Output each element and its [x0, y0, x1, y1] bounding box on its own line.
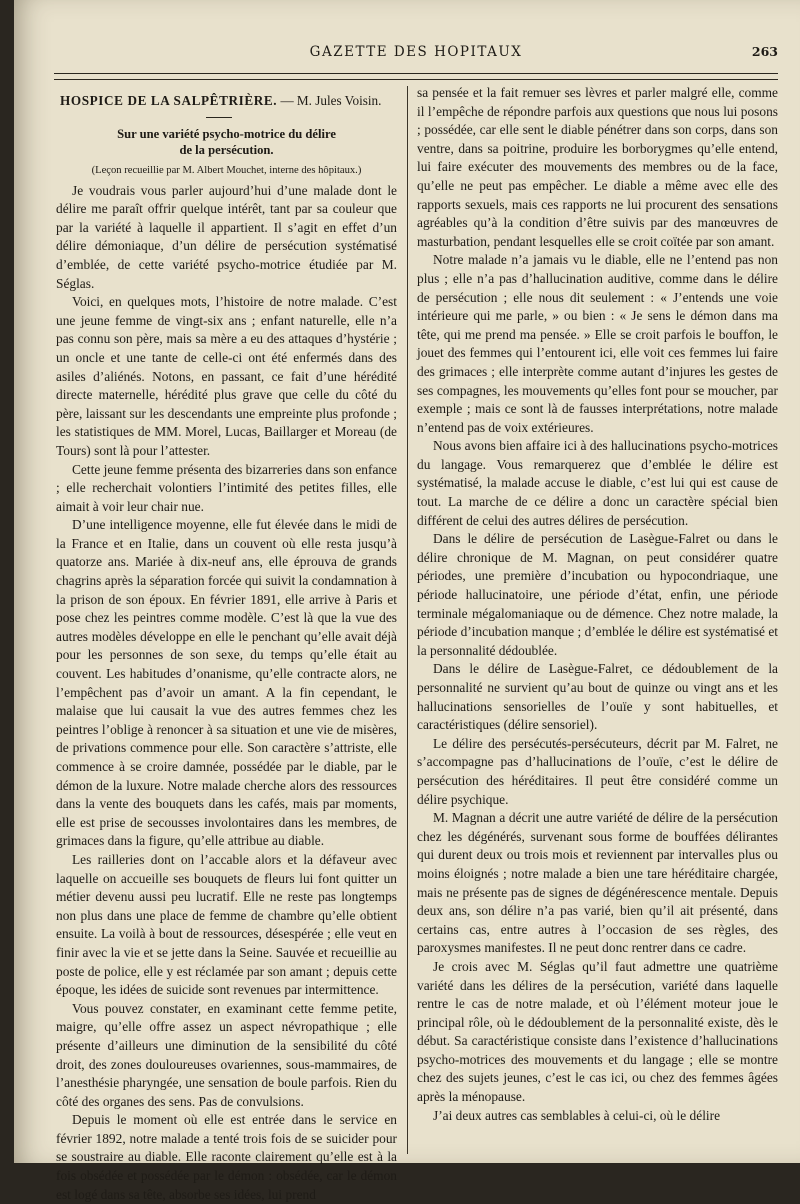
paragraph: Dans le délire de Lasègue-Falret, ce dédoublement de la personnalité ne survient qu’au bout de quinze ou vingt ans et les hallucinations sensorielles de l’ouïe y sont habituelles, et caractéristiques (délire sensoriel). [417, 661, 778, 733]
lecture-note: (Leçon recueillie par M. Albert Mouchet, interne des hôpitaux.) [91, 164, 362, 176]
header-rule-top [54, 73, 778, 74]
right-column [417, 84, 778, 1125]
paragraph: Le délire des persécutés-persécuteurs, décrit par M. Falret, ne s’accompagne pas d’hallucinations de l’ouïe, c’est le délire de persécution des héréditaires. Il peut être considéré comme un délire psychique. [417, 735, 778, 807]
article-title [56, 126, 397, 158]
column-divider [407, 86, 408, 1154]
paragraph: Je crois avec M. Séglas qu’il faut admettre une quatrième variété dans les délires de la persécution, variété dans laquelle rentre le cas de notre malade, et où l’élément moteur joue le principal rôle, où le dédoublement de la personnalité existe, dès le début. Sa caractéristique consiste dans l’existence d’hallucinations psycho-motrices des mouvements et du langage ; elle se montre chez des sujets jeunes, c’est le cas ici, ou chez des femmes âgées après la ménopause. [417, 958, 778, 1105]
section-heading [60, 92, 397, 111]
author-name: — M. Jules Voisin. [280, 93, 382, 108]
paragraph: Nous avons bien affaire ici à des hallucinations psycho-motrices du langage. Vous remarquerez que d’emblée le délire est systématisé, la malade accuse le diable, c’est lui qui est cause de tout. La marche de ce délire a donc un caractère spécial bien différent de celui des autres délires de persécution. [417, 438, 778, 528]
paragraph: J’ai deux autres cas semblables à celui-ci, où le délire [433, 1107, 721, 1123]
newspaper-page [14, 0, 800, 1202]
header-rule-bottom [54, 79, 778, 80]
hospital-name: HOSPICE DE LA SALPÊTRIÈRE. [60, 93, 278, 108]
paragraph: Je voudrais vous parler aujourd’hui d’une malade dont le délire me paraît offrir quelque intérêt, tant par sa couleur que par la variété à laquelle il appartient. Il s’agit en effet d’un délire démoniaque, d’un délire de persécution systématisé d’emblée, de cette variété psycho-motrice étudiée par M. Séglas. [56, 182, 397, 291]
paragraph: sa pensée et la fait remuer ses lèvres et parler malgré elle, comme il l’empêche de répondre parfois aux questions que nous lui posons ; possédée, car elle sent le diable pénétrer dans son corps, dans son ventre, dans sa poitrine, produire les borborygmes qu’elle entend, lui faire exécuter des mouvements des membres ou de la face, qu’elle ne peut pas empêcher. Le diable a même avec elle des rapports sexuels, mais ces rapports ne lui procurent des sensations agréables qu’à la condition d’être suivis par des manœuvres de masturbation, pendant lesquelles elle se croit coïtée par son amant. [417, 85, 778, 249]
paragraph: Voici, en quelques mots, l’histoire de notre malade. C’est une jeune femme de vingt-six ans ; enfant naturelle, elle n’a pas connu son père, mais sa mère a eu des attaques d’hystérie ; un oncle et une tante de celle-ci ont été enfermés dans des asiles d’aliénés. Notons, en passant, ce fait d’une hérédité directe maternelle, hérédité plus grave que celle du côté du père, laissant sur les descendants une empreinte plus profonde ; les statistiques de MM. Morel, Lucas, Baillarger et Moreau (de Tours) sont là pour l’attester. [56, 294, 397, 458]
heading-rule [206, 117, 232, 118]
page-number: 263 [751, 44, 778, 59]
article-title-line-2: de la persécution. [179, 142, 274, 157]
article-title-line-1: Sur une variété psycho-motrice du délire [117, 126, 336, 141]
paragraph: Depuis le moment où elle est entrée dans le service en février 1892, notre malade a tenté trois fois de se suicider pour se soustraire au diable. Elle raconte clairement qu’elle est à la fois obsédée et possédée par le démon : obsédée, car le démon est logé dans sa tête, absorbe ses idées, lui prend [56, 1112, 397, 1202]
paragraph: Cette jeune femme présenta des bizarreries dans son enfance ; elle recherchait volontiers l’intimité des petites filles, elle aimait à voir leur chair nue. [56, 461, 397, 514]
paragraph: Vous pouvez constater, en examinant cette femme petite, maigre, qu’elle offre assez un aspect névropathique ; elle présente d’ailleurs une diminution de la sensibilité du côté droit, des zones douloureuses ovariennes, sous-mammaires, de l’anesthésie pharyngée, une sensation de boule parfois. Rien du côté des organes des sens. Pas de convulsions. [56, 1000, 397, 1109]
paragraph: D’une intelligence moyenne, elle fut élevée dans le midi de la France et en Italie, dans un couvent où elle resta jusqu’à quatorze ans. Mariée à dix-neuf ans, elle éprouva de grands chagrins après la séparation forcée qui suivit la condamnation à la prison de son époux. En février 1891, elle arrive à Paris et pose chez les peintres comme modèle. C’est là que la vue des autres modèles développe en elle le penchant qu’elle avait déjà pour les personnes de son sexe, du temps qu’elle était au couvent. Les habitudes d’onanisme, qu’elle contracte alors, ne l’empêchent pas d’avoir un amant. A la fin cependant, le malaise que lui causait la vue des autres femmes chez les peintres l’oblige à renoncer à sa situation et une vie de misères, de privations commence pour elle. Son caractère s’attriste, elle commence à se croire damnée, possédée par le diable, par le démon de la luxure. Notre malade cherche alors des ressources dans la vente des bouquets dans les cafés, mais par moments, elle est prise de secousses involontaires dans les membres, de grimaces dans la figure, qu’elle attribue au diable. [56, 517, 397, 849]
journal-title: GAZETTE DES HOPITAUX [309, 44, 523, 60]
paragraph: Notre malade n’a jamais vu le diable, elle ne l’entend pas non plus ; elle n’a pas d’hallucination auditive, comme dans le délire de persécution ; elle nous dit seulement : « J’entends une voie intérieure qui me parle, » ou bien : « Je sens le démon dans ma tête, qui me prend ma pensée. » Elle se croit parfois le bouffon, le jouet des femmes qui l’entourent ici, elle voit ces femmes lui faire des grimaces ; elle interprète comme autant d’injures les gestes de ses compagnes, les mouvements qu’elles font pour se moucher, par exemple ; mais ce sont là de fausses interprétations, notre malade n’entend pas de voix extérieures. [417, 252, 778, 435]
left-column [56, 84, 397, 1204]
paragraph: M. Magnan a décrit une autre variété de délire de la persécution chez les dégénérés, survenant sous forme de bouffées délirantes qui durent deux ou trois mois et reviennent par intervalles plus ou moins éloignés ; notre malade a bien une tare héréditaire chargée, mais ne présente pas de signes de dégénérescence mentale. Depuis deux ans, son délire n’a pas varié, bien qu’il ait présenté, dans certains cas, entre autres à l’occasion de ses règles, des paroxysmes manifestes. Il ne peut donc rentrer dans ce cadre. [417, 810, 778, 956]
running-head [54, 44, 778, 64]
paragraph: Dans le délire de persécution de Lasègue-Falret ou dans le délire chronique de M. Magnan, on peut considérer quatre périodes, une première d’incubation ou hypocondriaque, une période hallucinatoire, une période d’état, enfin, une période terminale mégalomaniaque ou de démence. Chez notre malade, la période d’incubation manque ; d’emblée le délire est systématisé et la personnalité dédoublée. [417, 531, 778, 658]
paragraph: Les railleries dont on l’accable alors et la défaveur avec laquelle on accueille ses bouquets de fleurs lui font quitter un métier devenu aussi peu lucratif. Elle ne reste pas longtemps non plus dans une place de femme de chambre qu’elle obtient ensuite. La voilà à bout de ressources, désespérée ; elle veut en finir avec la vie et se jette dans la Seine. Sauvée et recueillie au poste de police, elle y est réclamée par son amant ; depuis cette époque, les idées de suicide sont revenues par intermittence. [56, 851, 397, 998]
